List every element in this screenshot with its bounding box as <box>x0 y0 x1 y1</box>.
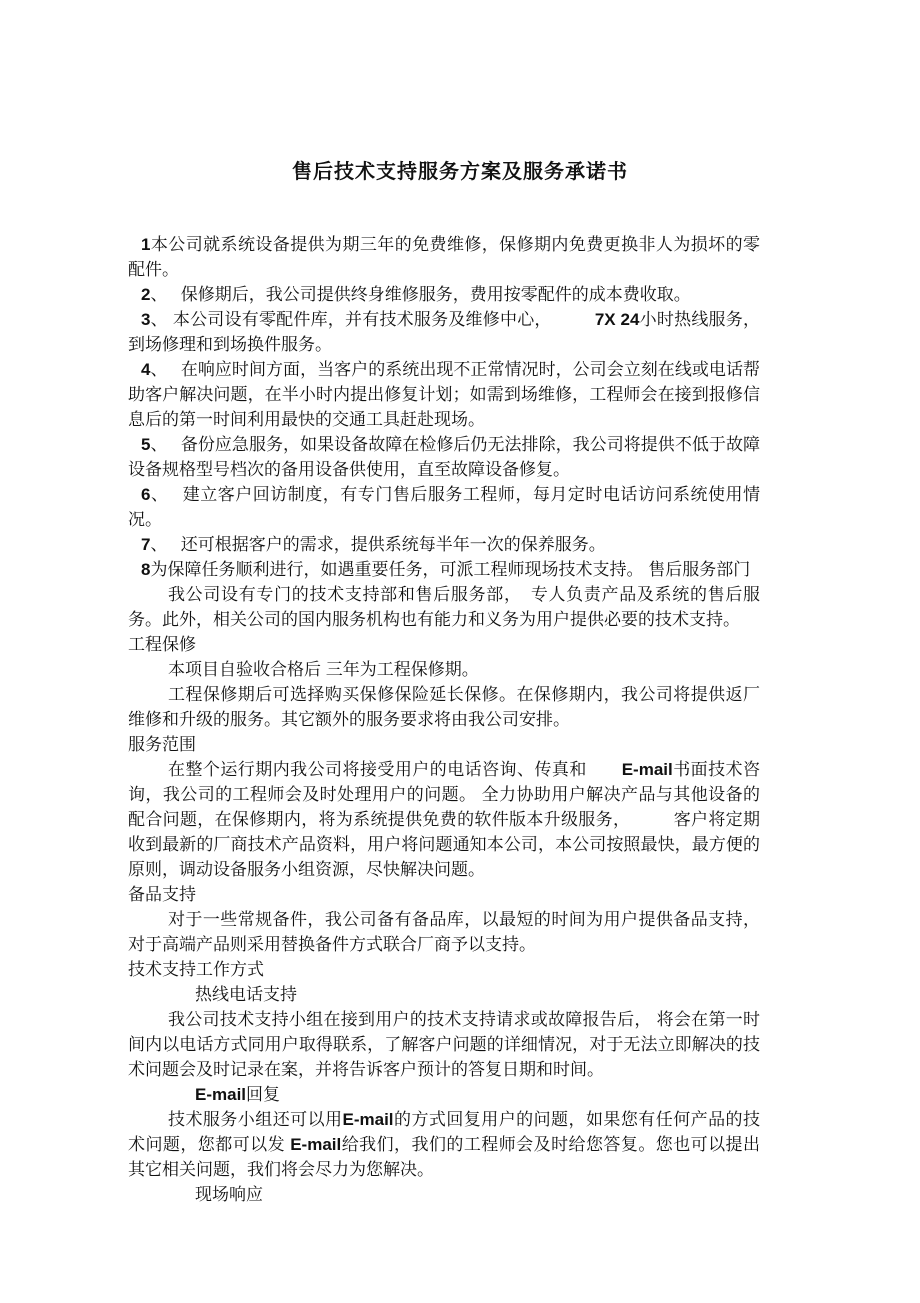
text-segment: 工程保修期后可选择购买保修保险延长保修。在保修期内，我公司将提供返厂维修和升级的服务。其它额外的服务要求将由我公司安排。 <box>128 685 760 729</box>
paragraph <box>128 907 760 957</box>
text-segment: 1 <box>141 235 151 254</box>
sub-heading <box>128 1182 760 1207</box>
text-segment: 备品支持 <box>128 885 196 904</box>
text-segment: 5 <box>141 435 151 454</box>
text-segment: 6 <box>141 485 151 504</box>
paragraph <box>128 557 760 582</box>
text-segment: 、 保修期后，我公司提供终身维修服务，费用按零配件的成本费收取。 <box>150 285 691 304</box>
text-segment: 8 <box>141 560 151 579</box>
text-segment: 我公司设有专门的技术支持部和售后服务部， 专人负责产品及系统的售后服务。此外，相关公司的国内服务机构也有能力和义务为用户提供必要的技术支持。 <box>128 585 760 629</box>
text-segment: 、 建立客户回访制度，有专门售后服务工程师，每月定时电话访问系统使用情况。 <box>128 485 760 529</box>
text-segment: 本项目自验收合格后 三年为工程保修期。 <box>168 660 479 679</box>
sub-heading <box>128 1082 760 1107</box>
paragraph <box>128 307 760 357</box>
paragraph <box>128 1007 760 1082</box>
text-segment: 2 <box>141 285 151 304</box>
text-segment: 为保障任务顺利进行，如遇重要任务，可派工程师现场技术支持。 售后服务部门 <box>150 560 751 579</box>
text-segment: 3 <box>141 310 151 329</box>
sub-heading <box>128 982 760 1007</box>
paragraph <box>128 357 760 432</box>
text-segment: 工程保修 <box>128 635 196 654</box>
document-title: 售后技术支持服务方案及服务承诺书 <box>292 161 628 183</box>
text-segment: E-mail <box>342 1110 394 1129</box>
text-segment: 小时热线服务，到场修理和到场换件服务。 <box>128 310 760 354</box>
text-segment: 7 <box>141 535 151 554</box>
text-segment: 书面技术咨询，我公司的工程师会及时处理用户的问题。 全力协助用户解决产品与其他设备的配合问题，在保修期内，将为系统提供免费的软件版本升级服务， 客户将定期收到最新的厂商技术产品资料，用户将问题通知本公司，本公司按照最快，最方便的原则，调动设备服务小组资源，尽快解决问题。 <box>128 760 761 879</box>
section-heading <box>128 882 760 907</box>
text-segment: 在整个运行期内我公司将接受用户的电话咨询、传真和 <box>168 760 622 779</box>
text-segment: 对于一些常规备件，我公司备有备品库，以最短的时间为用户提供备品支持，对于高端产品则采用替换备件方式联合厂商予以支持。 <box>128 910 760 954</box>
text-segment: 、 备份应急服务，如果设备故障在检修后仍无法排除，我公司将提供不低于故障设备规格型号档次的备用设备供使用，直至故障设备修复。 <box>128 435 760 479</box>
paragraph <box>128 282 760 307</box>
text-segment: 、 在响应时间方面，当客户的系统出现不正常情况时，公司会立刻在线或电话帮助客户解决问题，在半小时内提出修复计划；如需到场维修，工程师会在接到报修信息后的第一时间利用最快的交通工具赶赴现场。 <box>128 360 760 429</box>
text-segment: 本公司就系统设备提供为期三年的免费维修，保修期内免费更换非人为损坏的零配件。 <box>128 235 760 279</box>
text-segment: 、 本公司设有零配件库，并有技术服务及维修中心， <box>150 310 595 329</box>
paragraph <box>128 232 760 282</box>
text-segment: 给我们，我们的工程师会及时给您答复。您也可以提出其它相关问题，我们将会尽力为您解决。 <box>128 1135 761 1179</box>
text-segment: E-mail <box>195 1085 247 1104</box>
document-body <box>128 232 760 1207</box>
text-segment: 技术服务小组还可以用 <box>168 1110 343 1129</box>
paragraph <box>128 482 760 532</box>
text-segment: 回复 <box>246 1085 281 1104</box>
section-heading <box>128 732 760 757</box>
section-heading <box>128 632 760 657</box>
text-segment: E-mail <box>621 760 673 779</box>
section-heading <box>128 957 760 982</box>
text-segment: 我公司技术支持小组在接到用户的技术支持请求或故障报告后， 将会在第一时间内以电话方式同用户取得联系，了解客户问题的详细情况，对于无法立即解决的技术问题会及时记录在案，并将告诉客户预计的答复日期和时间。 <box>128 1010 760 1079</box>
text-segment: E-mail <box>290 1135 342 1154</box>
paragraph <box>128 432 760 482</box>
paragraph <box>128 1107 760 1182</box>
paragraph <box>128 682 760 732</box>
text-segment: 、 还可根据客户的需求，提供系统每半年一次的保养服务。 <box>150 535 606 554</box>
text-segment: 热线电话支持 <box>195 985 297 1004</box>
text-segment: 4 <box>141 360 151 379</box>
text-segment: 的方式回复用户的问题，如果您有任何产品的技术问题，您都可以发 <box>128 1110 761 1154</box>
paragraph <box>128 657 760 682</box>
text-segment: 现场响应 <box>195 1185 263 1204</box>
text-segment: 技术支持工作方式 <box>128 960 264 979</box>
paragraph <box>128 532 760 557</box>
text-segment: 服务范围 <box>128 735 196 754</box>
paragraph <box>128 582 760 632</box>
text-segment: 7X 24 <box>594 310 640 329</box>
paragraph <box>128 757 760 882</box>
